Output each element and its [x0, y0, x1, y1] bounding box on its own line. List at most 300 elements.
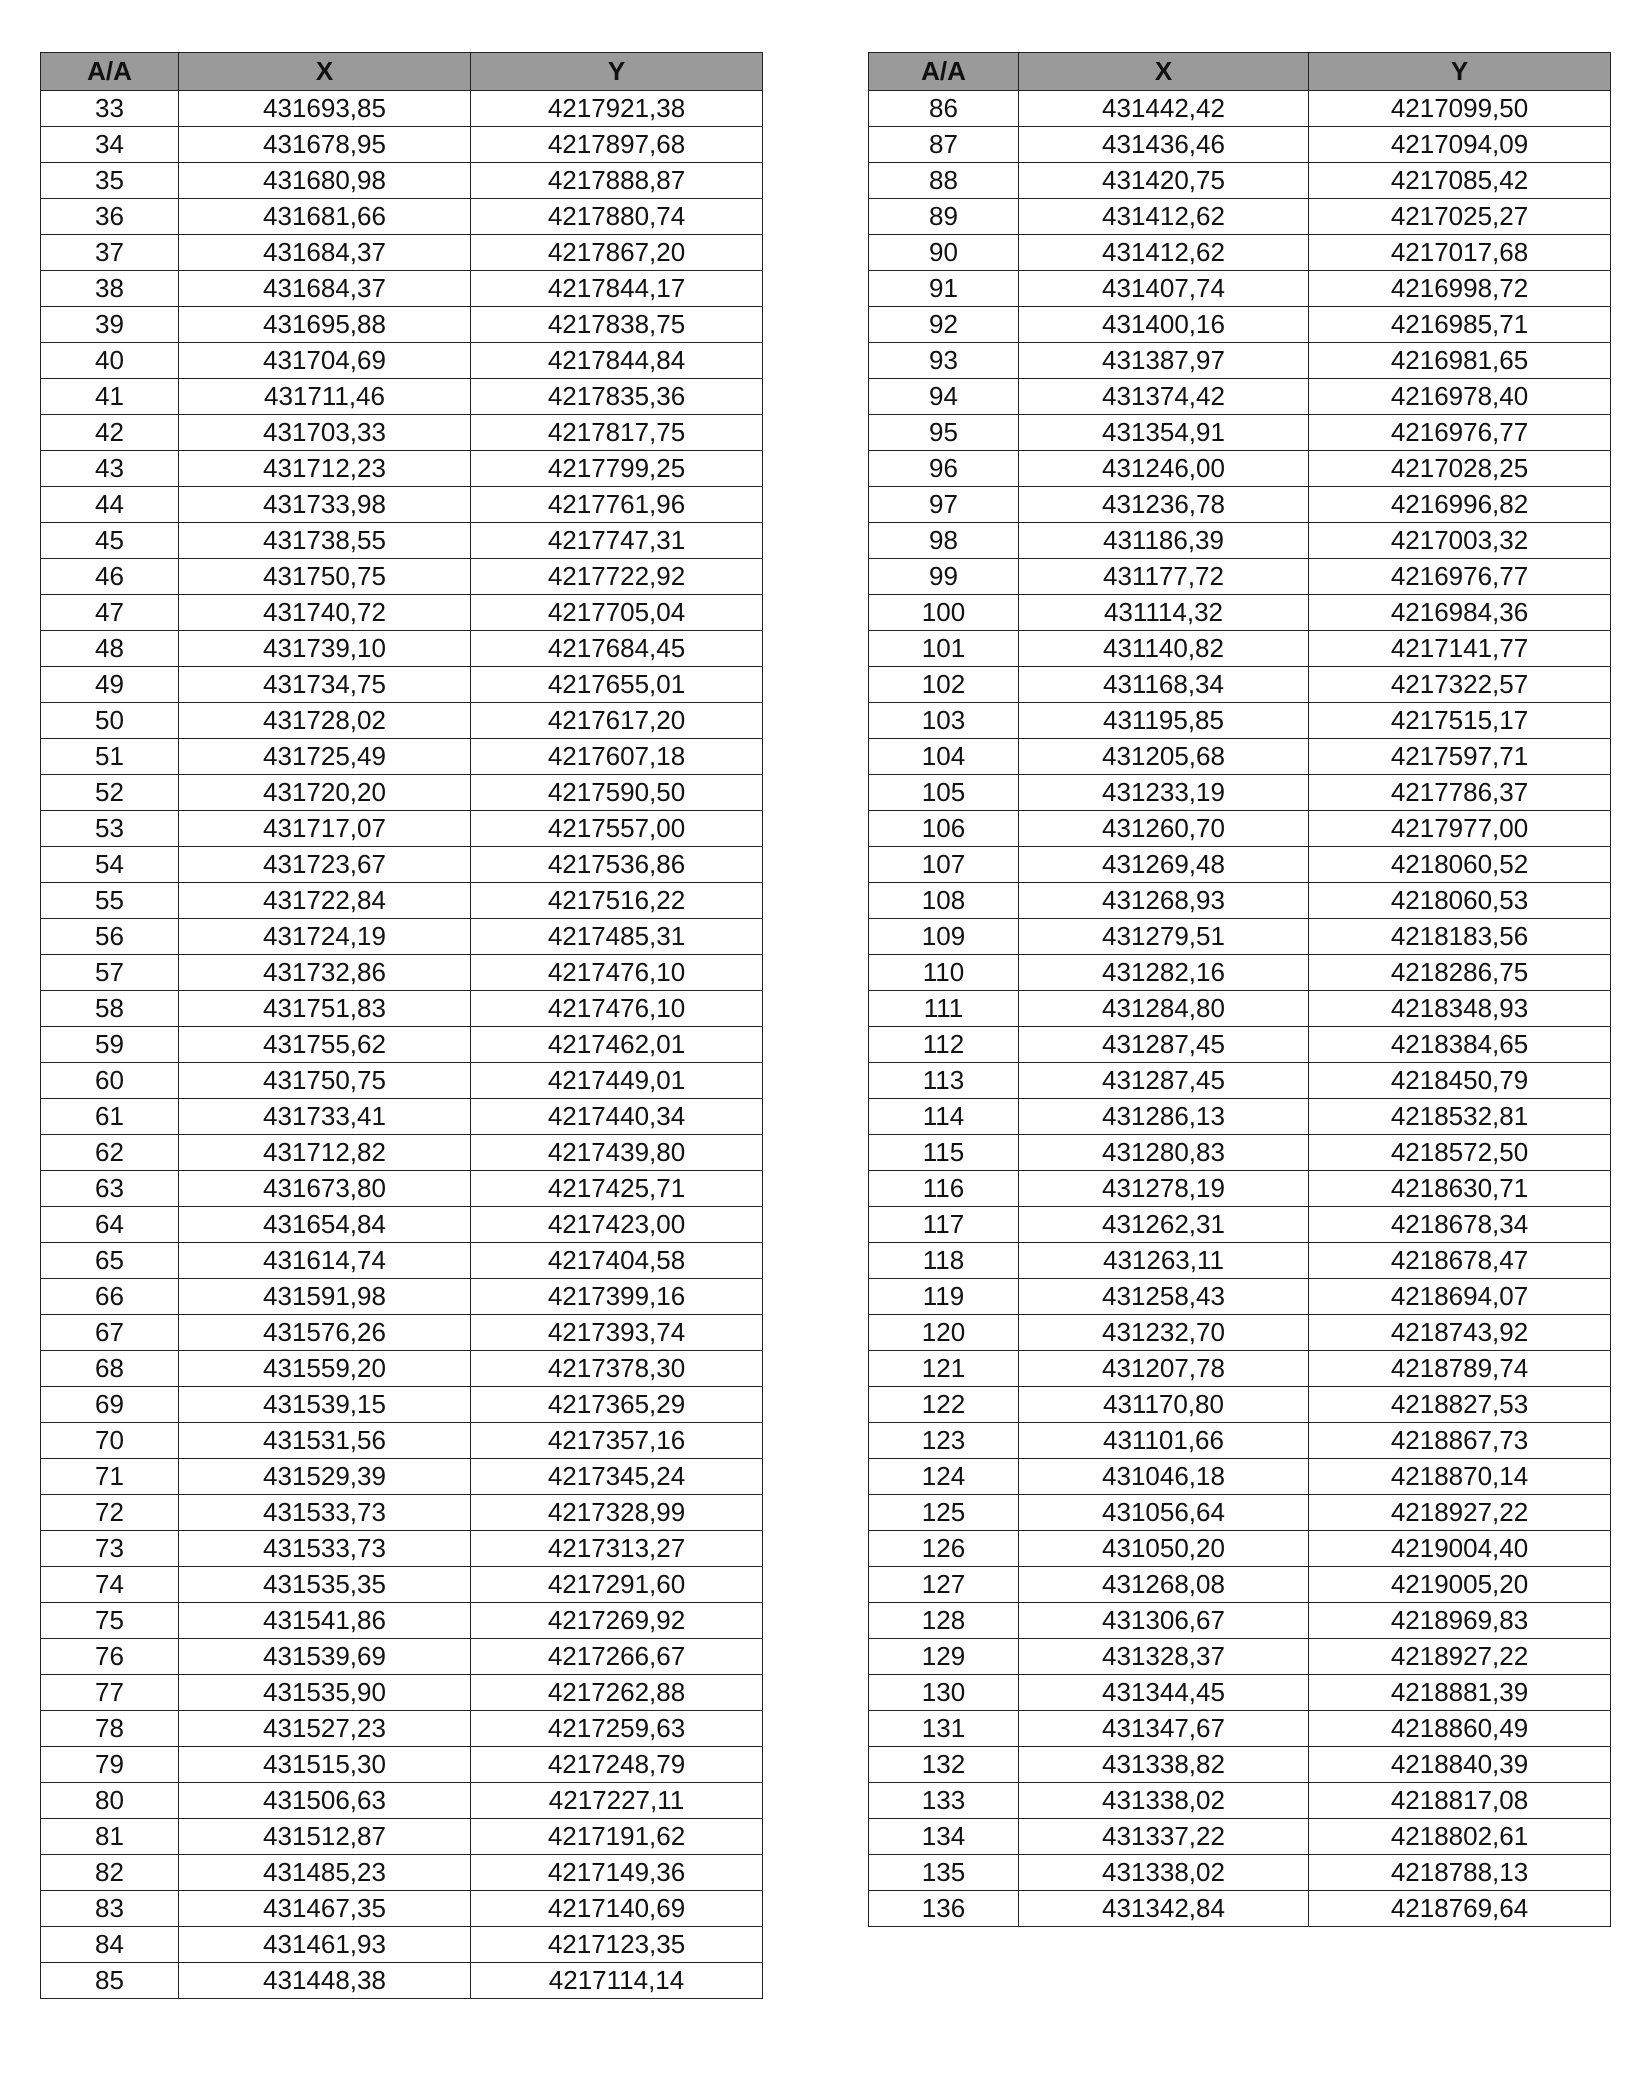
cell-aa: 102: [869, 667, 1019, 703]
table-row: [869, 307, 1611, 343]
table-row: [869, 379, 1611, 415]
cell-y: 4217607,18: [471, 739, 763, 775]
table-row: [41, 487, 763, 523]
cell-aa: 52: [41, 775, 179, 811]
cell-aa: 42: [41, 415, 179, 451]
cell-x: 431278,19: [1019, 1171, 1309, 1207]
table-row: [869, 991, 1611, 1027]
cell-x: 431186,39: [1019, 523, 1309, 559]
table-row: [869, 811, 1611, 847]
table-row: [869, 1135, 1611, 1171]
cell-x: 431101,66: [1019, 1423, 1309, 1459]
cell-x: 431177,72: [1019, 559, 1309, 595]
table-row: [869, 415, 1611, 451]
cell-y: 4217817,75: [471, 415, 763, 451]
cell-y: 4218867,73: [1309, 1423, 1611, 1459]
cell-aa: 62: [41, 1135, 179, 1171]
cell-x: 431420,75: [1019, 163, 1309, 199]
cell-y: 4217378,30: [471, 1351, 763, 1387]
cell-x: 431262,31: [1019, 1207, 1309, 1243]
table-row: [41, 847, 763, 883]
table-row: [41, 235, 763, 271]
table-row: [869, 775, 1611, 811]
table-row: [869, 1711, 1611, 1747]
cell-x: 431232,70: [1019, 1315, 1309, 1351]
table-body-left: [41, 91, 763, 1999]
cell-x: 431529,39: [179, 1459, 471, 1495]
table-row: [41, 1243, 763, 1279]
column-header-aa: A/A: [869, 53, 1019, 91]
table-row: [869, 91, 1611, 127]
cell-aa: 63: [41, 1171, 179, 1207]
cell-aa: 130: [869, 1675, 1019, 1711]
cell-y: 4218827,53: [1309, 1387, 1611, 1423]
table-row: [869, 631, 1611, 667]
cell-aa: 65: [41, 1243, 179, 1279]
table-header-row: [41, 53, 763, 91]
cell-y: 4217003,32: [1309, 523, 1611, 559]
cell-aa: 126: [869, 1531, 1019, 1567]
cell-x: 431485,23: [179, 1855, 471, 1891]
cell-x: 431280,83: [1019, 1135, 1309, 1171]
cell-aa: 66: [41, 1279, 179, 1315]
cell-aa: 125: [869, 1495, 1019, 1531]
table-row: [41, 1351, 763, 1387]
table-row: [869, 1747, 1611, 1783]
table-row: [41, 271, 763, 307]
table-row: [41, 415, 763, 451]
cell-aa: 131: [869, 1711, 1019, 1747]
cell-y: 4217085,42: [1309, 163, 1611, 199]
cell-y: 4217799,25: [471, 451, 763, 487]
cell-y: 4218532,81: [1309, 1099, 1611, 1135]
table-row: [41, 1423, 763, 1459]
cell-y: 4217440,34: [471, 1099, 763, 1135]
cell-y: 4217123,35: [471, 1927, 763, 1963]
cell-y: 4217322,57: [1309, 667, 1611, 703]
cell-aa: 75: [41, 1603, 179, 1639]
cell-x: 431733,98: [179, 487, 471, 523]
cell-aa: 40: [41, 343, 179, 379]
cell-aa: 50: [41, 703, 179, 739]
cell-y: 4217393,74: [471, 1315, 763, 1351]
cell-y: 4217590,50: [471, 775, 763, 811]
cell-x: 431703,33: [179, 415, 471, 451]
cell-y: 4217262,88: [471, 1675, 763, 1711]
cell-x: 431750,75: [179, 1063, 471, 1099]
cell-y: 4217269,92: [471, 1603, 763, 1639]
cell-aa: 84: [41, 1927, 179, 1963]
cell-x: 431539,69: [179, 1639, 471, 1675]
cell-aa: 97: [869, 487, 1019, 523]
table-row: [869, 1567, 1611, 1603]
cell-x: 431287,45: [1019, 1027, 1309, 1063]
table-row: [869, 955, 1611, 991]
cell-aa: 114: [869, 1099, 1019, 1135]
cell-aa: 94: [869, 379, 1019, 415]
cell-y: 4217017,68: [1309, 235, 1611, 271]
table-row: [869, 1027, 1611, 1063]
table-row: [869, 343, 1611, 379]
table-row: [869, 1495, 1611, 1531]
cell-x: 431693,85: [179, 91, 471, 127]
cell-x: 431412,62: [1019, 199, 1309, 235]
cell-x: 431614,74: [179, 1243, 471, 1279]
cell-aa: 70: [41, 1423, 179, 1459]
cell-x: 431732,86: [179, 955, 471, 991]
table-row: [41, 1135, 763, 1171]
cell-aa: 86: [869, 91, 1019, 127]
table-row: [41, 1855, 763, 1891]
cell-x: 431233,19: [1019, 775, 1309, 811]
cell-aa: 112: [869, 1027, 1019, 1063]
cell-aa: 109: [869, 919, 1019, 955]
cell-y: 4218769,64: [1309, 1891, 1611, 1927]
table-row: [41, 883, 763, 919]
cell-aa: 45: [41, 523, 179, 559]
cell-x: 431342,84: [1019, 1891, 1309, 1927]
table-row: [869, 1387, 1611, 1423]
cell-aa: 110: [869, 955, 1019, 991]
table-row: [41, 1387, 763, 1423]
cell-aa: 121: [869, 1351, 1019, 1387]
cell-aa: 82: [41, 1855, 179, 1891]
table-row: [41, 1063, 763, 1099]
cell-y: 4218384,65: [1309, 1027, 1611, 1063]
table-row: [41, 1459, 763, 1495]
table-row: [41, 1891, 763, 1927]
cell-x: 431591,98: [179, 1279, 471, 1315]
cell-x: 431712,23: [179, 451, 471, 487]
cell-x: 431467,35: [179, 1891, 471, 1927]
cell-aa: 118: [869, 1243, 1019, 1279]
table-row: [41, 1927, 763, 1963]
cell-y: 4217684,45: [471, 631, 763, 667]
cell-aa: 96: [869, 451, 1019, 487]
cell-x: 431461,93: [179, 1927, 471, 1963]
cell-y: 4218927,22: [1309, 1495, 1611, 1531]
cell-y: 4217227,11: [471, 1783, 763, 1819]
table-row: [869, 127, 1611, 163]
cell-x: 431279,51: [1019, 919, 1309, 955]
cell-x: 431207,78: [1019, 1351, 1309, 1387]
cell-y: 4217357,16: [471, 1423, 763, 1459]
cell-aa: 90: [869, 235, 1019, 271]
cell-aa: 108: [869, 883, 1019, 919]
table-row: [869, 883, 1611, 919]
table-row: [869, 1783, 1611, 1819]
cell-y: 4217291,60: [471, 1567, 763, 1603]
cell-aa: 73: [41, 1531, 179, 1567]
cell-y: 4218678,47: [1309, 1243, 1611, 1279]
cell-aa: 79: [41, 1747, 179, 1783]
cell-aa: 98: [869, 523, 1019, 559]
cell-y: 4217328,99: [471, 1495, 763, 1531]
cell-x: 431704,69: [179, 343, 471, 379]
cell-aa: 51: [41, 739, 179, 775]
cell-y: 4219004,40: [1309, 1531, 1611, 1567]
cell-x: 431506,63: [179, 1783, 471, 1819]
table-row: [869, 559, 1611, 595]
cell-aa: 129: [869, 1639, 1019, 1675]
table-row: [869, 1459, 1611, 1495]
cell-aa: 103: [869, 703, 1019, 739]
cell-x: 431354,91: [1019, 415, 1309, 451]
cell-aa: 134: [869, 1819, 1019, 1855]
table-row: [41, 1315, 763, 1351]
cell-aa: 59: [41, 1027, 179, 1063]
cell-x: 431056,64: [1019, 1495, 1309, 1531]
cell-x: 431712,82: [179, 1135, 471, 1171]
table-row: [869, 1675, 1611, 1711]
cell-aa: 37: [41, 235, 179, 271]
table-row: [869, 739, 1611, 775]
cell-x: 431306,67: [1019, 1603, 1309, 1639]
table-row: [41, 1027, 763, 1063]
table-row: [41, 1207, 763, 1243]
cell-y: 4217867,20: [471, 235, 763, 271]
cell-y: 4216998,72: [1309, 271, 1611, 307]
table-row: [41, 1819, 763, 1855]
column-header-x: X: [1019, 53, 1309, 91]
cell-x: 431654,84: [179, 1207, 471, 1243]
cell-aa: 71: [41, 1459, 179, 1495]
table-row: [869, 919, 1611, 955]
cell-y: 4218870,14: [1309, 1459, 1611, 1495]
column-header-aa: A/A: [41, 53, 179, 91]
table-header-row: [869, 53, 1611, 91]
table-row: [41, 991, 763, 1027]
cell-y: 4218348,93: [1309, 991, 1611, 1027]
cell-x: 431269,48: [1019, 847, 1309, 883]
coordinates-table-left: [40, 52, 763, 1999]
cell-aa: 93: [869, 343, 1019, 379]
cell-x: 431205,68: [1019, 739, 1309, 775]
cell-y: 4217345,24: [471, 1459, 763, 1495]
cell-y: 4218694,07: [1309, 1279, 1611, 1315]
table-row: [869, 271, 1611, 307]
cell-aa: 49: [41, 667, 179, 703]
cell-aa: 41: [41, 379, 179, 415]
cell-x: 431750,75: [179, 559, 471, 595]
cell-x: 431684,37: [179, 235, 471, 271]
cell-y: 4218572,50: [1309, 1135, 1611, 1171]
table-row: [41, 1711, 763, 1747]
table-row: [869, 1315, 1611, 1351]
cell-x: 431050,20: [1019, 1531, 1309, 1567]
cell-y: 4217977,00: [1309, 811, 1611, 847]
cell-y: 4217536,86: [471, 847, 763, 883]
table-row: [41, 1531, 763, 1567]
table-row: [869, 1891, 1611, 1927]
cell-aa: 111: [869, 991, 1019, 1027]
cell-y: 4217404,58: [471, 1243, 763, 1279]
cell-aa: 83: [41, 1891, 179, 1927]
cell-x: 431681,66: [179, 199, 471, 235]
cell-aa: 127: [869, 1567, 1019, 1603]
table-row: [41, 919, 763, 955]
cell-y: 4216985,71: [1309, 307, 1611, 343]
cell-y: 4218969,83: [1309, 1603, 1611, 1639]
cell-aa: 44: [41, 487, 179, 523]
cell-aa: 48: [41, 631, 179, 667]
cell-aa: 92: [869, 307, 1019, 343]
cell-aa: 119: [869, 1279, 1019, 1315]
cell-x: 431515,30: [179, 1747, 471, 1783]
cell-x: 431512,87: [179, 1819, 471, 1855]
cell-y: 4217462,01: [471, 1027, 763, 1063]
cell-y: 4218817,08: [1309, 1783, 1611, 1819]
cell-x: 431338,02: [1019, 1783, 1309, 1819]
cell-y: 4219005,20: [1309, 1567, 1611, 1603]
cell-aa: 76: [41, 1639, 179, 1675]
cell-x: 431717,07: [179, 811, 471, 847]
cell-y: 4217844,17: [471, 271, 763, 307]
cell-y: 4218060,53: [1309, 883, 1611, 919]
cell-y: 4218802,61: [1309, 1819, 1611, 1855]
table-row: [41, 595, 763, 631]
cell-x: 431678,95: [179, 127, 471, 163]
cell-x: 431046,18: [1019, 1459, 1309, 1495]
cell-x: 431344,45: [1019, 1675, 1309, 1711]
cell-y: 4218927,22: [1309, 1639, 1611, 1675]
cell-aa: 87: [869, 127, 1019, 163]
table-row: [869, 1171, 1611, 1207]
table-row: [41, 1963, 763, 1999]
cell-y: 4217897,68: [471, 127, 763, 163]
cell-aa: 39: [41, 307, 179, 343]
cell-y: 4217888,87: [471, 163, 763, 199]
cell-y: 4217365,29: [471, 1387, 763, 1423]
cell-aa: 136: [869, 1891, 1019, 1927]
cell-x: 431673,80: [179, 1171, 471, 1207]
table-row: [41, 703, 763, 739]
cell-y: 4217439,80: [471, 1135, 763, 1171]
table-row: [41, 955, 763, 991]
table-row: [869, 1279, 1611, 1315]
cell-y: 4216996,82: [1309, 487, 1611, 523]
cell-y: 4217786,37: [1309, 775, 1611, 811]
cell-y: 4217705,04: [471, 595, 763, 631]
cell-aa: 120: [869, 1315, 1019, 1351]
cell-aa: 58: [41, 991, 179, 1027]
cell-aa: 54: [41, 847, 179, 883]
cell-x: 431282,16: [1019, 955, 1309, 991]
cell-aa: 81: [41, 1819, 179, 1855]
table-row: [41, 631, 763, 667]
cell-y: 4218860,49: [1309, 1711, 1611, 1747]
cell-y: 4217617,20: [471, 703, 763, 739]
cell-x: 431260,70: [1019, 811, 1309, 847]
cell-x: 431724,19: [179, 919, 471, 955]
cell-x: 431195,85: [1019, 703, 1309, 739]
table-row: [869, 1855, 1611, 1891]
cell-y: 4218286,75: [1309, 955, 1611, 991]
table-row: [41, 1279, 763, 1315]
cell-y: 4217149,36: [471, 1855, 763, 1891]
table-row: [869, 523, 1611, 559]
table-row: [869, 1099, 1611, 1135]
cell-y: 4217423,00: [471, 1207, 763, 1243]
cell-y: 4217028,25: [1309, 451, 1611, 487]
cell-aa: 117: [869, 1207, 1019, 1243]
cell-x: 431407,74: [1019, 271, 1309, 307]
cell-x: 431114,32: [1019, 595, 1309, 631]
cell-y: 4218678,34: [1309, 1207, 1611, 1243]
cell-x: 431533,73: [179, 1531, 471, 1567]
cell-x: 431680,98: [179, 163, 471, 199]
table-row: [869, 1351, 1611, 1387]
column-header-x: X: [179, 53, 471, 91]
cell-y: 4217094,09: [1309, 127, 1611, 163]
cell-y: 4216981,65: [1309, 343, 1611, 379]
table-row: [869, 595, 1611, 631]
table-row: [869, 667, 1611, 703]
cell-y: 4217025,27: [1309, 199, 1611, 235]
cell-x: 431170,80: [1019, 1387, 1309, 1423]
cell-y: 4217099,50: [1309, 91, 1611, 127]
cell-y: 4217449,01: [471, 1063, 763, 1099]
cell-y: 4217313,27: [471, 1531, 763, 1567]
table-row: [869, 235, 1611, 271]
table-row: [869, 163, 1611, 199]
cell-aa: 43: [41, 451, 179, 487]
cell-y: 4218183,56: [1309, 919, 1611, 955]
table-row: [41, 379, 763, 415]
cell-aa: 104: [869, 739, 1019, 775]
cell-aa: 77: [41, 1675, 179, 1711]
cell-y: 4217266,67: [471, 1639, 763, 1675]
cell-aa: 99: [869, 559, 1019, 595]
cell-x: 431720,20: [179, 775, 471, 811]
table-row: [41, 739, 763, 775]
cell-y: 4217485,31: [471, 919, 763, 955]
cell-x: 431412,62: [1019, 235, 1309, 271]
table-row: [869, 199, 1611, 235]
cell-x: 431268,08: [1019, 1567, 1309, 1603]
cell-x: 431535,35: [179, 1567, 471, 1603]
cell-y: 4217140,69: [471, 1891, 763, 1927]
cell-x: 431337,22: [1019, 1819, 1309, 1855]
cell-aa: 133: [869, 1783, 1019, 1819]
cell-y: 4216984,36: [1309, 595, 1611, 631]
cell-y: 4217248,79: [471, 1747, 763, 1783]
cell-x: 431541,86: [179, 1603, 471, 1639]
table-row: [41, 1567, 763, 1603]
cell-aa: 69: [41, 1387, 179, 1423]
cell-y: 4217516,22: [471, 883, 763, 919]
cell-y: 4217259,63: [471, 1711, 763, 1747]
cell-aa: 35: [41, 163, 179, 199]
cell-aa: 122: [869, 1387, 1019, 1423]
table-row: [41, 1747, 763, 1783]
cell-x: 431684,37: [179, 271, 471, 307]
table-row: [41, 1171, 763, 1207]
cell-aa: 68: [41, 1351, 179, 1387]
table-row: [41, 91, 763, 127]
cell-x: 431338,02: [1019, 1855, 1309, 1891]
cell-aa: 124: [869, 1459, 1019, 1495]
cell-y: 4217747,31: [471, 523, 763, 559]
cell-aa: 106: [869, 811, 1019, 847]
cell-x: 431539,15: [179, 1387, 471, 1423]
table-row: [41, 523, 763, 559]
cell-x: 431739,10: [179, 631, 471, 667]
table-row: [869, 1603, 1611, 1639]
cell-aa: 78: [41, 1711, 179, 1747]
cell-y: 4217844,84: [471, 343, 763, 379]
table-row: [869, 1207, 1611, 1243]
